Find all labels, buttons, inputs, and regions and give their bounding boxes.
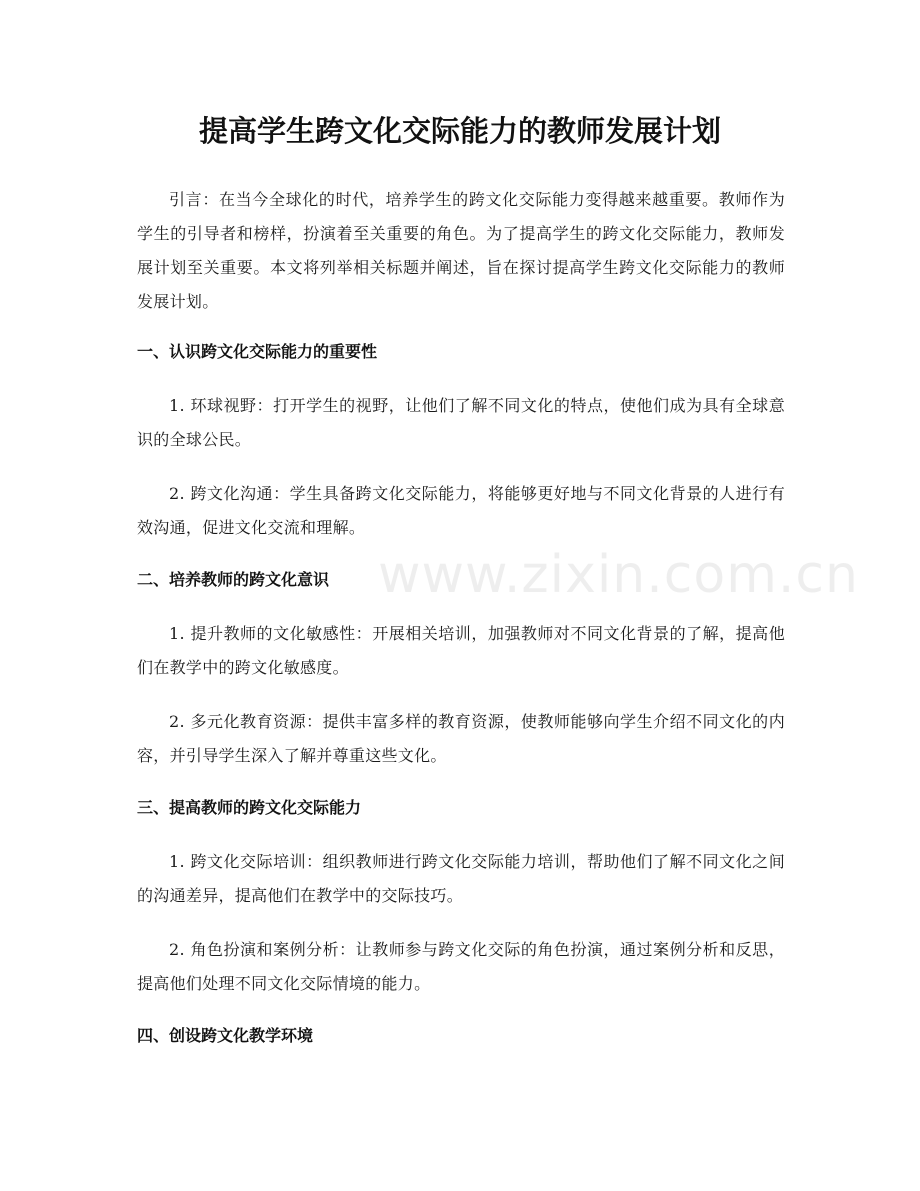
intro-paragraph: 引言：在当今全球化的时代，培养学生的跨文化交际能力变得越来越重要。教师作为学生的引导者和榜样，扮演着至关重要的角色。为了提高学生的跨文化交际能力，教师发展计划至关重要。本文将列举相关标题并阐述，旨在探讨提高学生跨文化交际能力的教师发展计划。 <box>137 190 785 311</box>
section-heading-2: 二、培养教师的跨文化意识 <box>137 570 330 589</box>
section-2-item-1: 1. 提升教师的文化敏感性：开展相关培训，加强教师对不同文化背景的了解，提高他们在教学中的跨文化敏感度。 <box>137 624 785 677</box>
watermark-text: www.zixin.com.cn <box>378 545 859 605</box>
section-3-item-2: 2. 角色扮演和案例分析：让教师参与跨文化交际的角色扮演，通过案例分析和反思，提高他们处理不同文化交际情境的能力。 <box>137 940 785 993</box>
section-1-item-2: 2. 跨文化沟通：学生具备跨文化交际能力，将能够更好地与不同文化背景的人进行有效沟通，促进文化交流和理解。 <box>137 484 785 537</box>
section-heading-4: 四、创设跨文化教学环境 <box>137 1026 314 1045</box>
section-1-item-1: 1. 环球视野：打开学生的视野，让他们了解不同文化的特点，使他们成为具有全球意识的全球公民。 <box>137 396 785 449</box>
section-heading-1: 一、认识跨文化交际能力的重要性 <box>137 342 378 361</box>
section-heading-3: 三、提高教师的跨文化交际能力 <box>137 798 362 817</box>
document-title: 提高学生跨文化交际能力的教师发展计划 <box>198 114 721 148</box>
section-2-item-2: 2. 多元化教育资源：提供丰富多样的教育资源，使教师能够向学生介绍不同文化的内容，并引导学生深入了解并尊重这些文化。 <box>137 712 785 765</box>
document-body <box>137 183 785 1073</box>
section-3-item-1: 1. 跨文化交际培训：组织教师进行跨文化交际能力培训，帮助他们了解不同文化之间的沟通差异，提高他们在教学中的交际技巧。 <box>137 852 785 905</box>
